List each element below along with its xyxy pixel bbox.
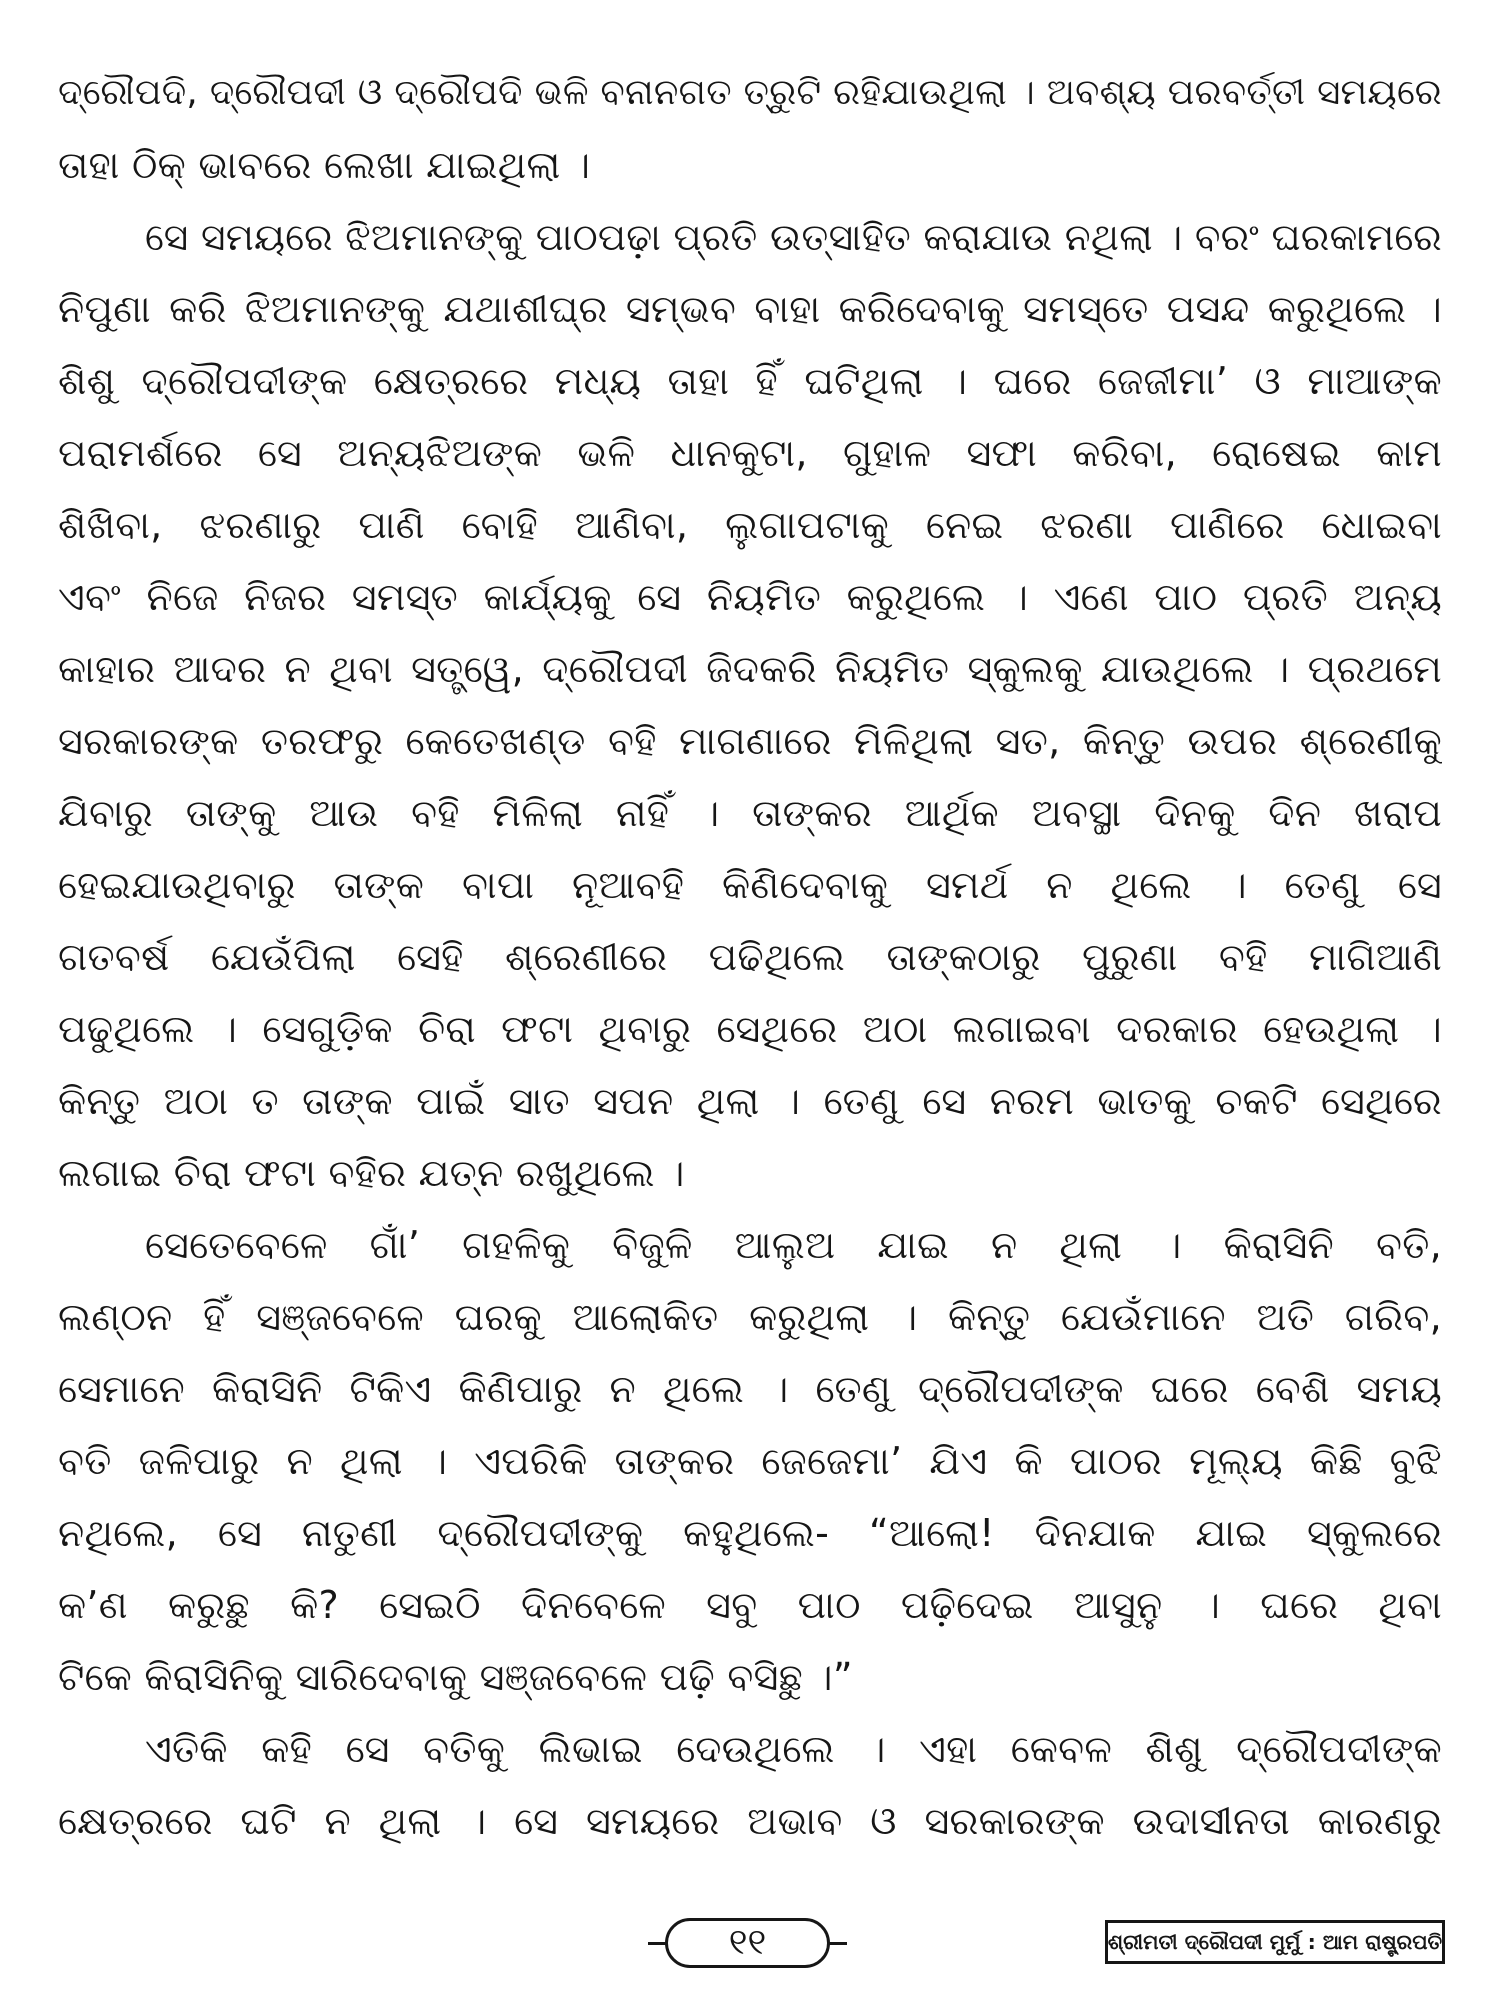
- text-line: ଯିବାରୁ ତାଙ୍କୁ ଆଉ ବହି ମିଳିଲା ନାହିଁ । ତାଙ୍କର ଆର୍ଥିକ ଅବସ୍ଥା ଦିନକୁ ଦିନ ଖରାପ: [58, 791, 1442, 835]
- text-line: ନଥିଲେ, ସେ ନାତୁଣୀ ଦ୍ରୌପଦୀଙ୍କୁ କହୁଥିଲେ- “ଆଲୋ! ଦିନଯାକ ଯାଇ ସ୍କୁଲରେ: [58, 1511, 1442, 1555]
- text-line: ଟିକେ କିରାସିନିକୁ ସାରିଦେବାକୁ ସଞ୍ଜବେଳେ ପଢ଼ି ବସିଛୁ ।”: [58, 1655, 853, 1699]
- text-line: ହେଇଯାଉଥିବାରୁ ତାଙ୍କ ବାପା ନୂଆବହି କିଣିଦେବାକୁ ସମର୍ଥ ନ ଥିଲେ । ତେଣୁ ସେ: [58, 863, 1442, 907]
- text-line: ସରକାରଙ୍କ ତରଫରୁ କେତେଖଣ୍ଡ ବହି ମାଗଣାରେ ମିଳିଥିଲା ସତ, କିନ୍ତୁ ଉପର ଶ୍ରେଣୀକୁ: [58, 719, 1442, 763]
- text-line: ଦ୍ରୌପଦି, ଦ୍ରୌପଦୀ ଓ ଦ୍ରୌପଦି ଭଳି ବନାନଗତ ତ୍ରୁଟି ରହିଯାଉଥିଲା । ଅବଶ୍ୟ ପରବର୍ତ୍ତୀ ସମୟରେ: [58, 72, 1442, 113]
- text-line: ପରାମର୍ଶରେ ସେ ଅନ୍ୟଝିଅଙ୍କ ଭଳି ଧାନକୁଟା, ଗୁହାଳ ସଫା କରିବା, ରୋଷେଇ କାମ: [58, 431, 1442, 475]
- text-line: କ’ଣ କରୁଛୁ କି? ସେଇଠି ଦିନବେଳେ ସବୁ ପାଠ ପଢ଼ିଦେଇ ଆସୁନୁ । ଘରେ ଥିବା: [58, 1583, 1442, 1627]
- text-line: ସେ ସମୟରେ ଝିଅମାନଙ୍କୁ ପାଠପଢ଼ା ପ୍ରତି ଉତ୍ସାହିତ କରାଯାଉ ନଥିଲା । ବରଂ ଘରକାମରେ: [145, 215, 1442, 259]
- text-line: ବତି ଜଳିପାରୁ ନ ଥିଲା । ଏପରିକି ତାଙ୍କର ଜେଜେମା’ ଯିଏ କି ପାଠର ମୂଲ୍ୟ କିଛି ବୁଝି: [58, 1439, 1442, 1483]
- text-line: ନିପୁଣା କରି ଝିଅମାନଙ୍କୁ ଯଥାଶୀଘ୍ର ସମ୍ଭବ ବାହା କରିଦେବାକୁ ସମସ୍ତେ ପସନ୍ଦ କରୁଥିଲେ ।: [58, 287, 1442, 331]
- text-line: ସେତେବେଳେ ଗାଁ’ ଗହଳିକୁ ବିଜୁଳି ଆଲୁଅ ଯାଇ ନ ଥିଲା । କିରାସିନି ବତି,: [145, 1223, 1442, 1267]
- text-line: ପଢୁଥିଲେ । ସେଗୁଡ଼ିକ ଚିରା ଫଟା ଥିବାରୁ ସେଥିରେ ଅଠା ଲଗାଇବା ଦରକାର ହେଉଥିଲା ।: [58, 1007, 1442, 1051]
- page-footer: [0, 1918, 1500, 1978]
- text-line: ଗତବର୍ଷ ଯେଉଁପିଲା ସେହି ଶ୍ରେଣୀରେ ପଢିଥିଲେ ତାଙ୍କଠାରୁ ପୁରୁଣା ବହି ମାଗିଆଣି: [58, 935, 1442, 979]
- text-line: ଲଗାଇ ଚିରା ଫଟା ବହିର ଯତ୍ନ ରଖୁଥିଲେ ।: [58, 1151, 685, 1195]
- text-line: ଏତିକି କହି ସେ ବତିକୁ ଲିଭାଇ ଦେଉଥିଲେ । ଏହା କେବଳ ଶିଶୁ ଦ୍ରୌପଦୀଙ୍କ: [145, 1727, 1442, 1771]
- running-title: ଶ୍ରୀମତୀ ଦ୍ରୌପଦୀ ମୁର୍ମୁ : ଆମ ରାଷ୍ଟ୍ରପତି: [1105, 1920, 1445, 1964]
- text-line: ଲଣ୍ଠନ ହିଁ ସଞ୍ଜବେଳେ ଘରକୁ ଆଲୋକିତ କରୁଥିଲା । କିନ୍ତୁ ଯେଉଁମାନେ ଅତି ଗରିବ,: [58, 1295, 1442, 1339]
- text-line: ଶିଶୁ ଦ୍ରୌପଦୀଙ୍କ କ୍ଷେତ୍ରରେ ମଧ୍ୟ ତାହା ହିଁ ଘଟିଥିଲା । ଘରେ ଜେଜୀମା’ ଓ ମାଆଙ୍କ: [58, 359, 1442, 403]
- text-line: ଶିଖିବା, ଝରଣାରୁ ପାଣି ବୋହି ଆଣିବା, ଲୁଗାପଟାକୁ ନେଇ ଝରଣା ପାଣିରେ ଧୋଇବା: [58, 503, 1442, 547]
- text-line: କାହାର ଆଦର ନ ଥିବା ସତ୍ତ୍ୱେ, ଦ୍ରୌପଦୀ ଜିଦକରି ନିୟମିତ ସ୍କୁଲକୁ ଯାଉଥିଲେ । ପ୍ରଥମେ: [58, 647, 1442, 691]
- text-line: ଏବଂ ନିଜେ ନିଜର ସମସ୍ତ କାର୍ଯ୍ୟକୁ ସେ ନିୟମିତ କରୁଥିଲେ । ଏଣେ ପାଠ ପ୍ରତି ଅନ୍ୟ: [58, 575, 1442, 619]
- text-line: ସେମାନେ କିରାସିନି ଟିକିଏ କିଣିପାରୁ ନ ଥିଲେ । ତେଣୁ ଦ୍ରୌପଦୀଙ୍କ ଘରେ ବେଶି ସମୟ: [58, 1367, 1442, 1411]
- text-line: ତାହା ଠିକ୍ ଭାବରେ ଲେଖା ଯାଇଥିଲା ।: [58, 143, 591, 187]
- text-line: କ୍ଷେତ୍ରରେ ଘଟି ନ ଥିଲା । ସେ ସମୟରେ ଅଭାବ ଓ ସରକାରଙ୍କ ଉଦାସୀନତା କାରଣରୁ: [58, 1799, 1442, 1843]
- text-line: କିନ୍ତୁ ଅଠା ତ ତାଙ୍କ ପାଇଁ ସାତ ସପନ ଥିଲା । ତେଣୁ ସେ ନରମ ଭାତକୁ ଚକଟି ସେଥିରେ: [58, 1079, 1442, 1123]
- page-number: ୧୧: [665, 1918, 830, 1968]
